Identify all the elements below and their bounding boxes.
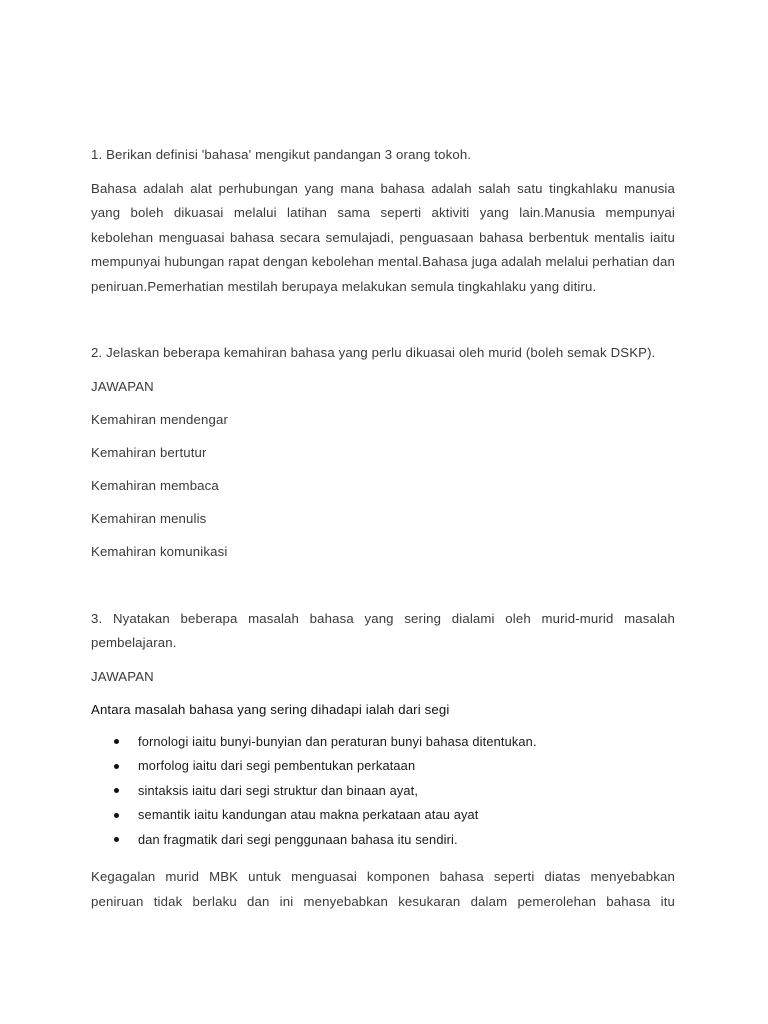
bullet-icon <box>114 837 119 842</box>
list-item: Kemahiran komunikasi <box>91 544 228 559</box>
answer-3-intro: Antara masalah bahasa yang sering dihadapi ialah dari segi <box>91 702 450 717</box>
list-item: Kemahiran mendengar <box>91 412 229 427</box>
question-3: 3. Nyatakan beberapa masalah bahasa yang sering dialami oleh murid-murid masalah pembelajaran. <box>91 610 675 650</box>
list-item: Kemahiran menulis <box>91 511 207 526</box>
bullet-icon <box>114 764 119 769</box>
list-item-text: sintaksis iaitu dari segi struktur dan binaan ayat, <box>138 782 419 798</box>
question-1: 1. Berikan definisi 'bahasa' mengikut pandangan 3 orang tokoh. <box>91 147 472 162</box>
list-item <box>91 754 675 779</box>
answer-label-2: JAWAPAN <box>91 378 154 394</box>
list-item-text: fornologi iaitu bunyi-bunyian dan peraturan bunyi bahasa ditentukan. <box>138 733 537 749</box>
conclusion-line-1: Kegagalan murid MBK untuk menguasai komponen bahasa seperti diatas menyebabkan <box>91 869 675 884</box>
bullet-icon <box>114 788 119 793</box>
skill-list <box>91 408 675 565</box>
answer-label-3: JAWAPAN <box>91 668 154 684</box>
bullet-icon <box>114 813 119 818</box>
answer-1: Bahasa adalah alat perhubungan yang mana bahasa adalah salah satu tingkahlaku manusia yang boleh dikuasai melalui latihan sama seperti aktiviti yang lain.Manusia mempunyai kebolehan menguasai bahasa secara semulajadi, penguasaan bahasa berbentuk mentalis iaitu mempunyai hubungan rapat dengan kebolehan mental.Bahasa juga adalah melalui perhatian dan peniruan.Pemerhatian mestilah berupaya melakukan semula tingkahlaku yang ditiru. <box>91 180 675 294</box>
list-item-text: dan fragmatik dari segi penggunaan bahasa itu sendiri. <box>138 831 458 847</box>
list-item <box>91 828 675 853</box>
list-item <box>91 803 675 828</box>
conclusion-line-2: peniruan tidak berlaku dan ini menyebabkan kesukaran dalam pemerolehan bahasa itu <box>91 893 675 909</box>
list-item <box>91 779 675 804</box>
list-item-text: morfolog iaitu dari segi pembentukan perkataan <box>138 758 416 773</box>
list-item <box>91 730 675 755</box>
problem-list <box>91 730 675 853</box>
question-2: 2. Jelaskan beberapa kemahiran bahasa yang perlu dikuasai oleh murid (boleh semak DSKP). <box>91 345 656 360</box>
list-item-text: semantik iaitu kandungan atau makna perkataan atau ayat <box>138 807 479 822</box>
list-item: Kemahiran membaca <box>91 478 219 493</box>
bullet-icon <box>114 739 119 744</box>
list-item: Kemahiran bertutur <box>91 445 207 460</box>
document-page <box>91 143 675 914</box>
